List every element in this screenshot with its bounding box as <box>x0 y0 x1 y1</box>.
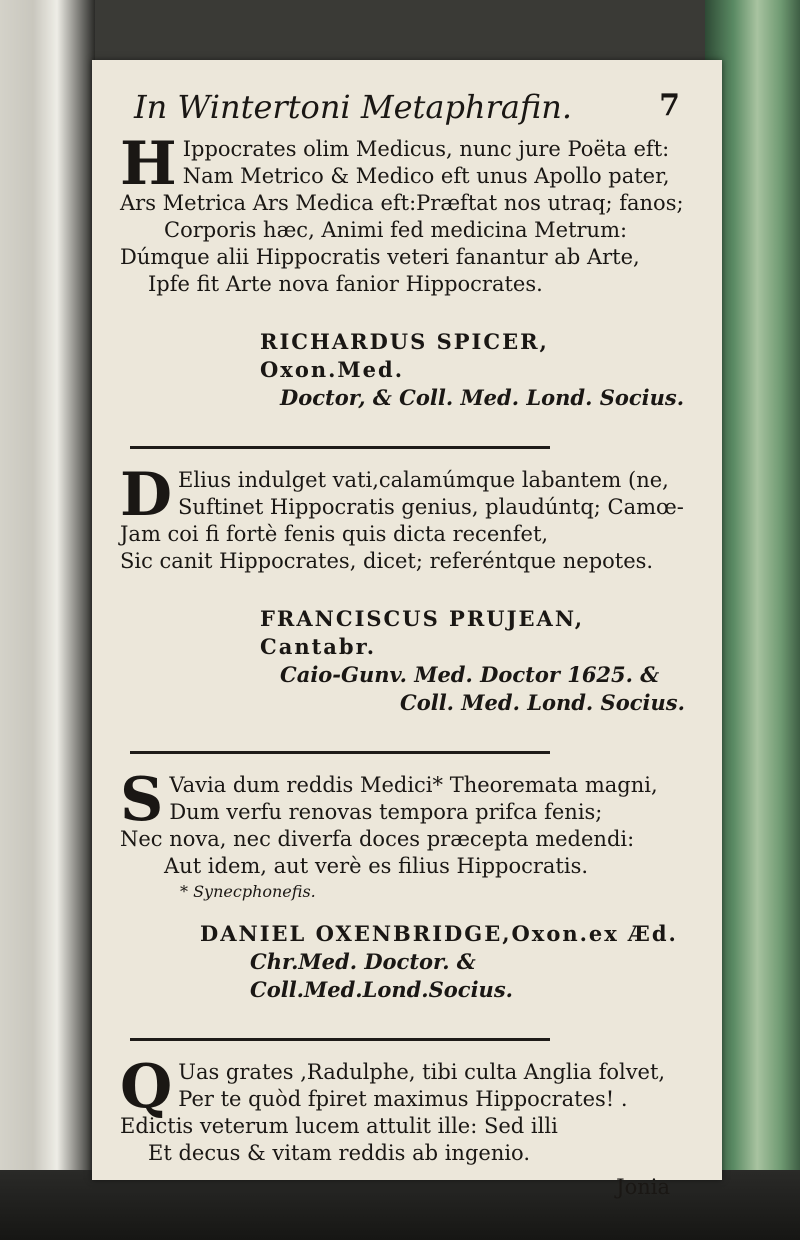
verse-line: Jam coi fi fortè fenis quis dicta recenfet, <box>120 522 549 546</box>
verse-line: Sic canit Hippocrates, dicet; referéntque nepotes. <box>120 549 654 573</box>
book-binding-left <box>0 0 95 1240</box>
signature-name: DANIEL OXENBRIDGE,Oxon.ex Æd. <box>200 921 678 946</box>
dropcap: Q <box>120 1052 173 1122</box>
verse-line: Nec nova, nec diverfa doces præcepta medendi: <box>120 827 635 851</box>
verse-line: Ipfe fit Arte nova fanior Hippocrates. <box>148 272 543 296</box>
footnote: * Synecphonefis. <box>180 882 316 901</box>
poem-2 <box>120 460 690 575</box>
verse-line: Per te quòd fpiret maximus Hippocrates! . <box>178 1087 628 1111</box>
signature-2 <box>120 605 690 717</box>
verse-line: Dúmque alii Hippocratis veteri fanantur ab Arte, <box>120 245 640 269</box>
signature-title: Caio-Gunv. Med. Doctor 1625. & <box>280 662 660 687</box>
signature-title: Chr.Med. Doctor. & Coll.Med.Lond.Socius. <box>250 949 513 1002</box>
section-rule <box>130 446 550 449</box>
running-head <box>120 88 690 136</box>
running-head-title: In Wintertoni Metaphrafin. <box>134 88 573 126</box>
signature-name: FRANCISCUS PRUJEAN, Cantabr. <box>260 606 585 659</box>
page-content <box>120 88 690 1199</box>
verse-line: Elius indulget vati,calamúmque labantem (ne, <box>178 468 669 492</box>
verse-line: Edictis veterum lucem attulit ille: Sed illi <box>120 1114 558 1138</box>
verse-line: Dum verfu renovas tempora prifca fenis; <box>169 800 603 824</box>
dropcap: H <box>120 129 177 199</box>
signature-1 <box>120 328 690 412</box>
poem-4 <box>120 1052 690 1167</box>
book-page <box>92 60 722 1199</box>
verse-line: Vavia dum reddis Medici* Theoremata magni, <box>169 773 658 797</box>
signature-3 <box>120 920 690 1004</box>
signature-title-continued: Coll. Med. Lond. Socius. <box>400 690 685 715</box>
page-number: 7 <box>659 88 680 123</box>
verse-line: Et decus & vitam reddis ab ingenio. <box>148 1141 531 1165</box>
signature-title: Doctor, & Coll. Med. Lond. Socius. <box>280 385 685 410</box>
verse-line: Uas grates ,Radulphe, tibi culta Anglia folvet, <box>178 1060 666 1084</box>
section-rule <box>130 1038 550 1041</box>
dropcap: S <box>120 765 164 835</box>
poem-3 <box>120 765 690 904</box>
signature-name: RICHARDUS SPICER, Oxon.Med. <box>260 329 549 382</box>
verse-line: Ippocrates olim Medicus, nunc jure Poëta eft: <box>182 137 670 161</box>
section-rule <box>130 751 550 754</box>
verse-line: Aut idem, aut verè es filius Hippocratis. <box>164 854 589 878</box>
catchword: Jonia <box>616 1175 670 1199</box>
verse-line: Corporis hæc, Animi fed medicina Metrum: <box>164 218 628 242</box>
dropcap: D <box>120 460 173 530</box>
verse-line: Suftinet Hippocratis genius, plaudúntq; Camœ- <box>178 495 684 519</box>
poem-1 <box>120 129 690 298</box>
verse-line: Ars Metrica Ars Medica eft:Præftat nos utraq; fanos; <box>120 191 684 215</box>
verse-line: Nam Metrico & Medico eft unus Apollo pater, <box>182 164 670 188</box>
